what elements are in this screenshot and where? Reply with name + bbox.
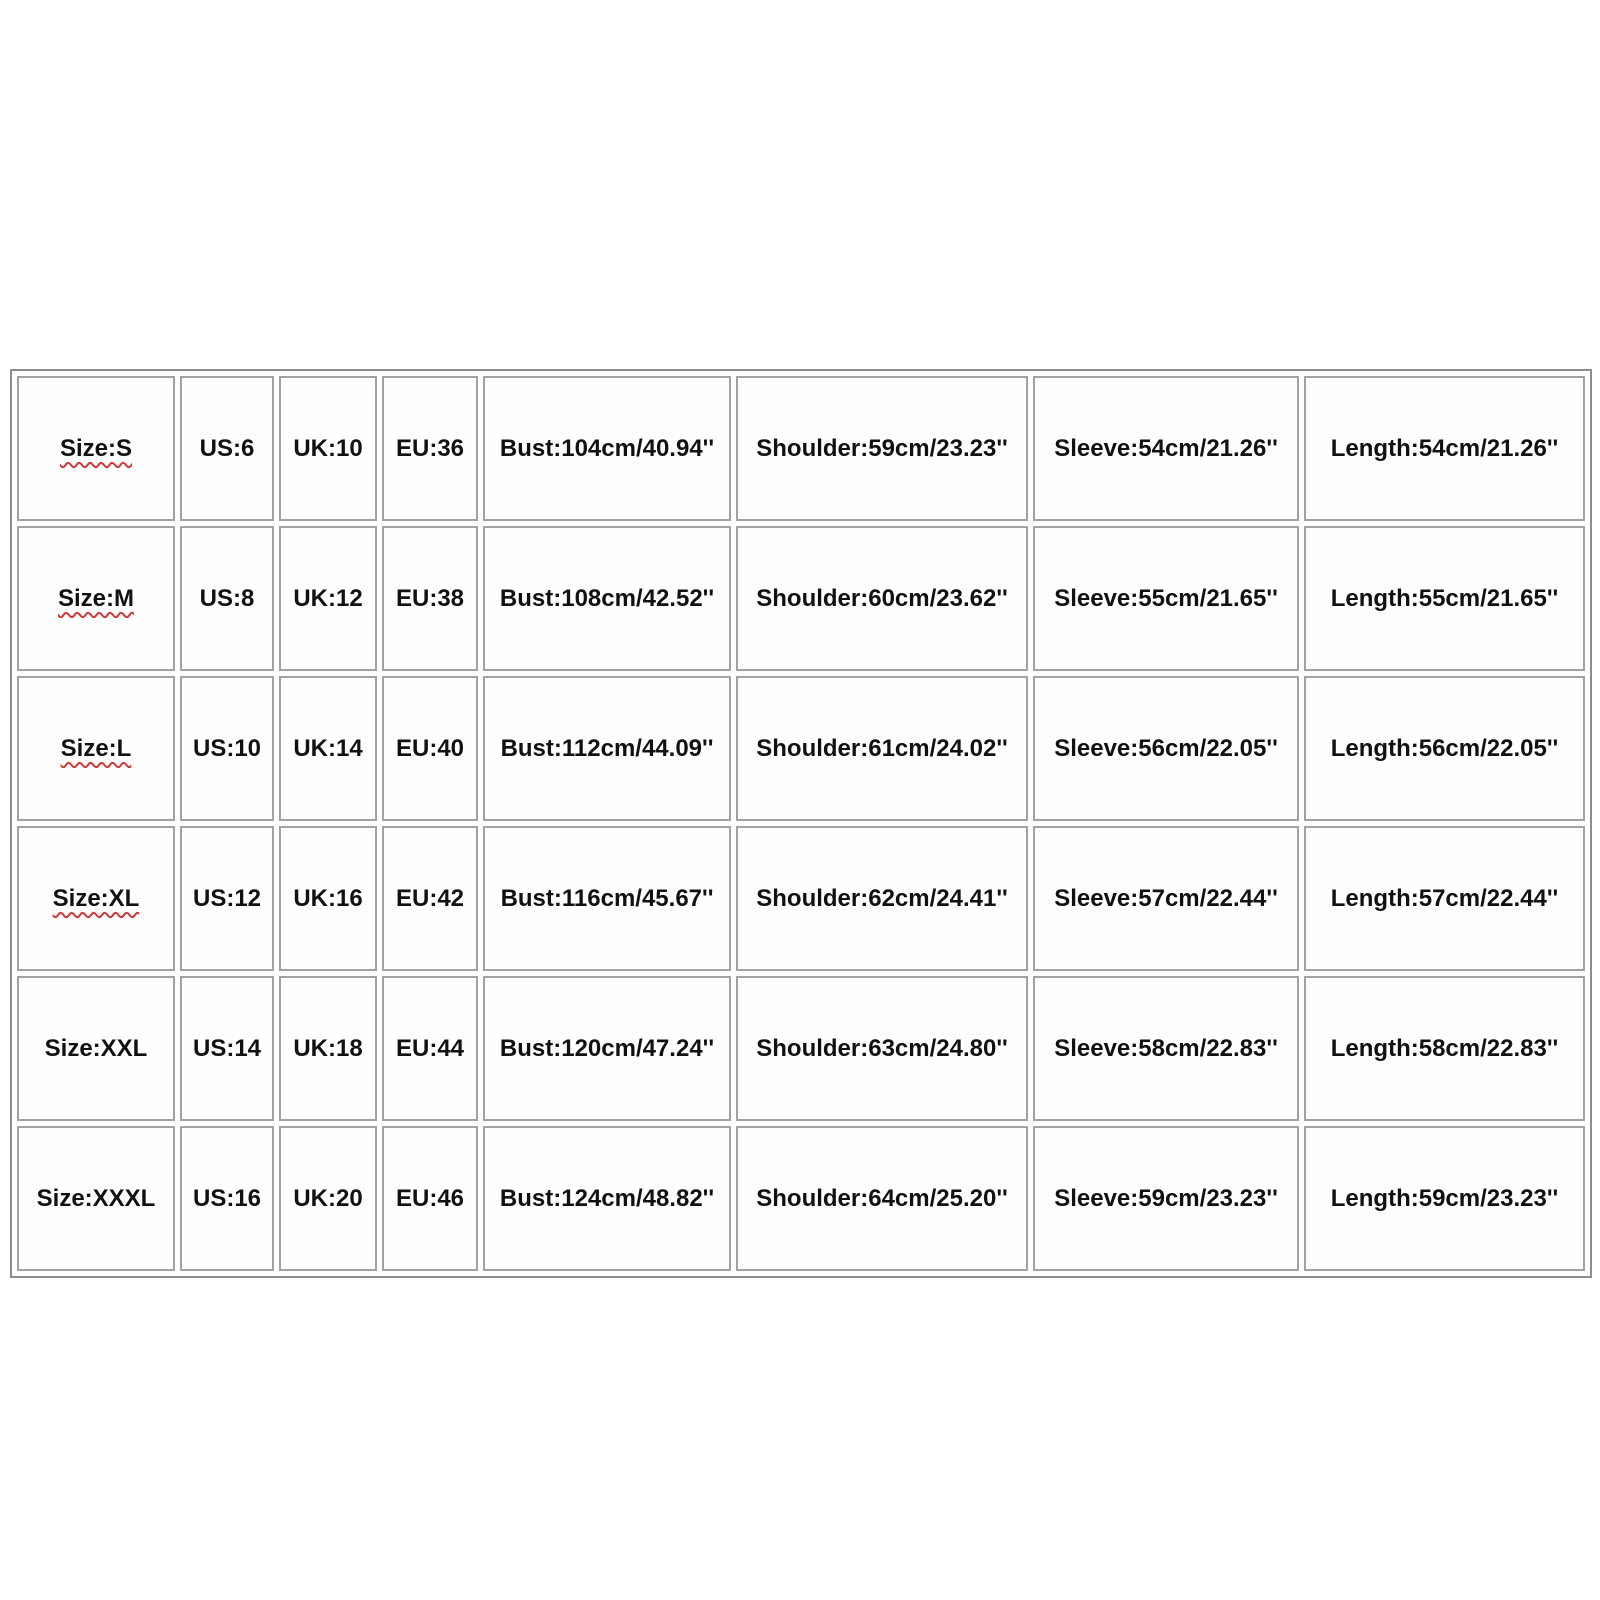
uk-cell — [279, 676, 377, 821]
shoulder-cell — [736, 676, 1028, 821]
uk-label: UK:18 — [293, 1034, 363, 1062]
bust-label: Bust:112cm/44.09'' — [500, 734, 714, 762]
uk-cell — [279, 826, 377, 971]
size-cell — [17, 976, 175, 1121]
length-cell — [1304, 676, 1585, 821]
uk-label: UK:20 — [293, 1184, 363, 1212]
eu-label: EU:36 — [395, 434, 465, 462]
table-row — [17, 526, 1585, 671]
length-cell — [1304, 526, 1585, 671]
eu-cell — [382, 1126, 478, 1271]
eu-label: EU:40 — [395, 734, 465, 762]
shoulder-cell — [736, 976, 1028, 1121]
size-label: Size:L — [60, 734, 132, 762]
us-cell — [180, 526, 274, 671]
size-label: Size:XXL — [44, 1034, 148, 1062]
length-label: Length:59cm/23.23'' — [1330, 1184, 1559, 1212]
table-row — [17, 676, 1585, 821]
eu-cell — [382, 676, 478, 821]
shoulder-label: Shoulder:62cm/24.41'' — [756, 884, 1008, 912]
uk-label: UK:14 — [293, 734, 363, 762]
bust-label: Bust:120cm/47.24'' — [499, 1034, 715, 1062]
shoulder-label: Shoulder:64cm/25.20'' — [756, 1184, 1008, 1212]
sleeve-label: Sleeve:59cm/23.23'' — [1054, 1184, 1278, 1212]
uk-label: UK:12 — [293, 584, 363, 612]
size-label: Size:XL — [52, 884, 140, 912]
size-cell — [17, 376, 175, 521]
table-row — [17, 976, 1585, 1121]
us-cell — [180, 676, 274, 821]
us-label: US:16 — [192, 1184, 262, 1212]
eu-cell — [382, 976, 478, 1121]
shoulder-cell — [736, 526, 1028, 671]
size-cell — [17, 826, 175, 971]
length-label: Length:58cm/22.83'' — [1330, 1034, 1559, 1062]
sleeve-cell — [1033, 676, 1299, 821]
length-cell — [1304, 1126, 1585, 1271]
size-label: Size:M — [57, 584, 134, 612]
eu-cell — [382, 526, 478, 671]
bust-cell — [483, 526, 731, 671]
size-chart-table — [10, 369, 1592, 1278]
sleeve-label: Sleeve:54cm/21.26'' — [1054, 434, 1278, 462]
sleeve-cell — [1033, 826, 1299, 971]
sleeve-label: Sleeve:58cm/22.83'' — [1054, 1034, 1278, 1062]
table-row — [17, 376, 1585, 521]
eu-label: EU:38 — [395, 584, 465, 612]
size-cell — [17, 526, 175, 671]
size-cell — [17, 1126, 175, 1271]
eu-label: EU:46 — [395, 1184, 465, 1212]
sleeve-cell — [1033, 976, 1299, 1121]
us-label: US:8 — [199, 584, 255, 612]
size-label: Size:XXXL — [36, 1184, 156, 1212]
bust-label: Bust:108cm/42.52'' — [499, 584, 715, 612]
bust-label: Bust:116cm/45.67'' — [500, 884, 714, 912]
bust-cell — [483, 376, 731, 521]
shoulder-label: Shoulder:61cm/24.02'' — [756, 734, 1008, 762]
us-label: US:10 — [192, 734, 262, 762]
shoulder-cell — [736, 1126, 1028, 1271]
eu-label: EU:42 — [395, 884, 465, 912]
eu-label: EU:44 — [395, 1034, 465, 1062]
us-cell — [180, 376, 274, 521]
uk-cell — [279, 376, 377, 521]
length-label: Length:56cm/22.05'' — [1330, 734, 1559, 762]
bust-cell — [483, 826, 731, 971]
length-cell — [1304, 826, 1585, 971]
uk-cell — [279, 976, 377, 1121]
shoulder-label: Shoulder:59cm/23.23'' — [756, 434, 1008, 462]
sleeve-label: Sleeve:56cm/22.05'' — [1054, 734, 1278, 762]
length-label: Length:57cm/22.44'' — [1330, 884, 1559, 912]
size-cell — [17, 676, 175, 821]
us-label: US:6 — [199, 434, 255, 462]
uk-label: UK:16 — [293, 884, 363, 912]
shoulder-cell — [736, 376, 1028, 521]
bust-label: Bust:124cm/48.82'' — [499, 1184, 715, 1212]
sleeve-cell — [1033, 1126, 1299, 1271]
table-row — [17, 826, 1585, 971]
eu-cell — [382, 826, 478, 971]
size-label: Size:S — [59, 434, 133, 462]
length-cell — [1304, 976, 1585, 1121]
bust-cell — [483, 1126, 731, 1271]
shoulder-cell — [736, 826, 1028, 971]
sleeve-label: Sleeve:55cm/21.65'' — [1054, 584, 1278, 612]
us-cell — [180, 976, 274, 1121]
table-row — [17, 1126, 1585, 1271]
bust-cell — [483, 976, 731, 1121]
length-label: Length:55cm/21.65'' — [1330, 584, 1559, 612]
length-label: Length:54cm/21.26'' — [1330, 434, 1559, 462]
uk-cell — [279, 526, 377, 671]
us-label: US:12 — [192, 884, 262, 912]
bust-cell — [483, 676, 731, 821]
sleeve-cell — [1033, 526, 1299, 671]
shoulder-label: Shoulder:63cm/24.80'' — [756, 1034, 1008, 1062]
us-cell — [180, 1126, 274, 1271]
sleeve-cell — [1033, 376, 1299, 521]
bust-label: Bust:104cm/40.94'' — [499, 434, 715, 462]
us-cell — [180, 826, 274, 971]
uk-label: UK:10 — [293, 434, 363, 462]
us-label: US:14 — [192, 1034, 262, 1062]
length-cell — [1304, 376, 1585, 521]
sleeve-label: Sleeve:57cm/22.44'' — [1054, 884, 1278, 912]
eu-cell — [382, 376, 478, 521]
uk-cell — [279, 1126, 377, 1271]
size-chart — [10, 369, 1588, 1278]
shoulder-label: Shoulder:60cm/23.62'' — [756, 584, 1008, 612]
